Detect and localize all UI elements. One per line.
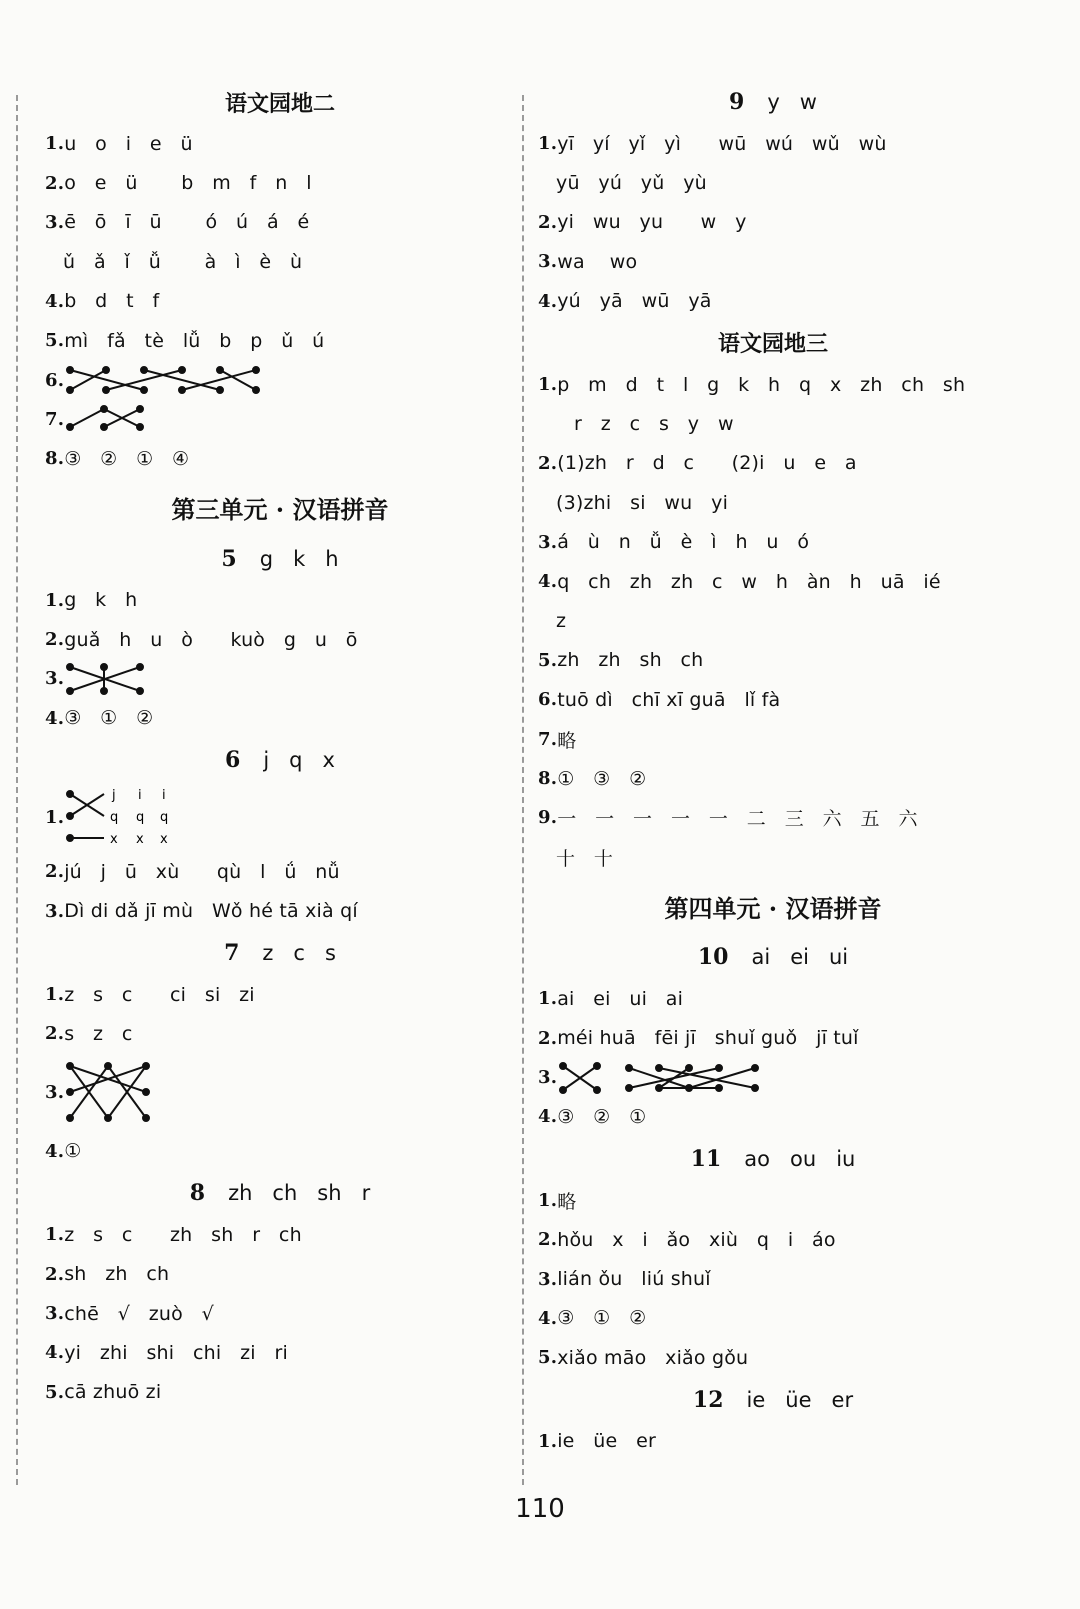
matching-lines-figure [557, 1060, 603, 1096]
answer-line: 2. sh zh ch [45, 1263, 170, 1286]
unit-title-4: 第四单元 · 汉语拼音 [664, 893, 882, 923]
answer-line: 6. tuō dì chī xī guā lǐ fà [538, 688, 781, 711]
answer-line: yū yú yǔ yù [556, 172, 707, 195]
answer-line: 4. ① [45, 1140, 82, 1163]
answer-line: 3. [538, 1058, 1008, 1097]
answer-line: z [556, 609, 567, 632]
answer-line: r z c s y w [574, 413, 734, 436]
answer-line: 1. yī yí yǐ yì wū wú wǔ wù [538, 132, 887, 155]
answer-line: 8. ① ③ ② [538, 767, 647, 790]
lesson-title-6: 6 j q x [225, 747, 335, 774]
answer-line: 3. Dì di dǎ jī mù Wǒ hé tā xià qí [45, 900, 358, 923]
answer-line: 2. o e ü b m f n l [45, 172, 312, 195]
letter-label: x [160, 832, 169, 848]
lesson-title-9: 9 y w [729, 89, 817, 115]
lesson-title-12: 12 ie üe er [692, 1386, 854, 1413]
answer-line: 4. yú yā wū yā [538, 290, 712, 313]
answer-line: 1. 略 [538, 1189, 577, 1213]
left-margin-divider [16, 95, 18, 1485]
answer-line: 5. cā zhuō zi [45, 1381, 162, 1404]
answer-line: 4. ③ ① ② [538, 1307, 647, 1330]
answer-line: 3. wa wo [538, 250, 638, 273]
lesson-title-7: 7 z c s [224, 939, 336, 966]
answer-line: 4. ③ ② ① [538, 1105, 647, 1128]
answer-line: 3. chē √ zuò √ [45, 1302, 214, 1325]
answer-line: 4. ③ ① ② [45, 707, 154, 730]
section-title-yuwen-yuandi-2: 语文园地二 [224, 90, 335, 117]
answer-line: 1. u o i e ü [45, 132, 193, 155]
right-column [538, 80, 1008, 1461]
column-divider [522, 95, 524, 1485]
answer-line: 1. ie üe er [538, 1430, 657, 1453]
answer-line: 1. z s c zh sh r ch [45, 1223, 302, 1246]
lesson-title-5: 5 g k h [221, 545, 339, 572]
answer-line: 1. g k h [45, 589, 138, 612]
answer-line: 1. z s c ci si zi [45, 983, 255, 1006]
letter-label: i [138, 788, 143, 804]
matching-lines-figure [64, 1058, 154, 1128]
letter-label: i [162, 788, 167, 804]
letter-label: x [136, 832, 145, 848]
letter-label: q [110, 810, 119, 826]
matching-lines-figure [64, 362, 264, 398]
answer-line: (3)zhi si wu yi [556, 491, 729, 514]
answer-line: 3. lián ǒu liú shuǐ [538, 1268, 711, 1291]
lesson-title-11: 11 ao ou iu [690, 1145, 856, 1172]
answer-line: 3. [45, 659, 515, 698]
answer-line: 3. [45, 1054, 515, 1132]
answer-line: 2. (1)zh r d c (2)i u e a [538, 452, 857, 475]
answer-line: 6. [45, 360, 515, 399]
matching-lines-figure [64, 784, 184, 850]
lesson-title-8: 8 zh ch sh r [189, 1180, 371, 1207]
answer-line: 1. p m d t l g k h q x zh ch sh [538, 373, 966, 396]
answer-line: 5. xiǎo māo xiǎo gǒu [538, 1346, 749, 1369]
answer-line: 3. ē ō ī ū ó ú á é [45, 211, 310, 234]
answer-line: 3. á ù n ǚ è ì h u ó [538, 531, 810, 554]
answer-line: ǔ ǎ ǐ ǚ à ì è ù [63, 250, 303, 273]
answer-line: 7. 略 [538, 728, 577, 752]
answer-line: 1. ai ei ui ai [538, 987, 684, 1010]
answer-line: 2. hǒu x i ǎo xiù q i áo [538, 1228, 836, 1251]
answer-line: 十 十 [556, 847, 614, 870]
answer-line: 5. mì fǎ tè lǚ b p ǔ ú [45, 329, 325, 352]
matching-lines-figure [64, 401, 148, 437]
section-title-yuwen-yuandi-3: 语文园地三 [717, 331, 828, 358]
answer-line: 1. j i i q q q x x x [45, 782, 515, 852]
answer-line: 7. [45, 400, 515, 439]
answer-line: 9. 一 一 一 一 一 二 三 六 五 六 [538, 807, 918, 831]
letter-label: x [110, 832, 119, 848]
answer-line: 4. b d t f [45, 290, 160, 313]
letter-label: q [160, 810, 169, 826]
matching-lines-figure [64, 661, 148, 697]
answer-line: 4. q ch zh zh c w h àn h uā ié [538, 570, 941, 593]
left-column [45, 80, 515, 1412]
lesson-title-10: 10 ai ei ui [697, 944, 849, 971]
answer-line: 8. ③ ② ① ④ [45, 447, 190, 470]
answer-line: 5. zh zh sh ch [538, 649, 704, 672]
matching-lines-figure [623, 1060, 763, 1096]
letter-label: q [136, 810, 145, 826]
page-number: 110 [515, 1494, 565, 1524]
letter-label: j [112, 788, 117, 804]
answer-line: 2. yi wu yu w y [538, 211, 747, 234]
answer-line: 2. guǎ h u ò kuò g u ō [45, 628, 358, 651]
answer-line: 2. jú j ū xù qù l ǘ nǚ [45, 860, 340, 883]
answer-line: 4. yi zhi shi chi zi ri [45, 1341, 288, 1364]
answer-line: 2. s z c [45, 1022, 133, 1045]
answer-line: 2. méi huā fēi jī shuǐ guǒ jī tuǐ [538, 1027, 859, 1050]
unit-title-3: 第三单元 · 汉语拼音 [171, 495, 389, 525]
